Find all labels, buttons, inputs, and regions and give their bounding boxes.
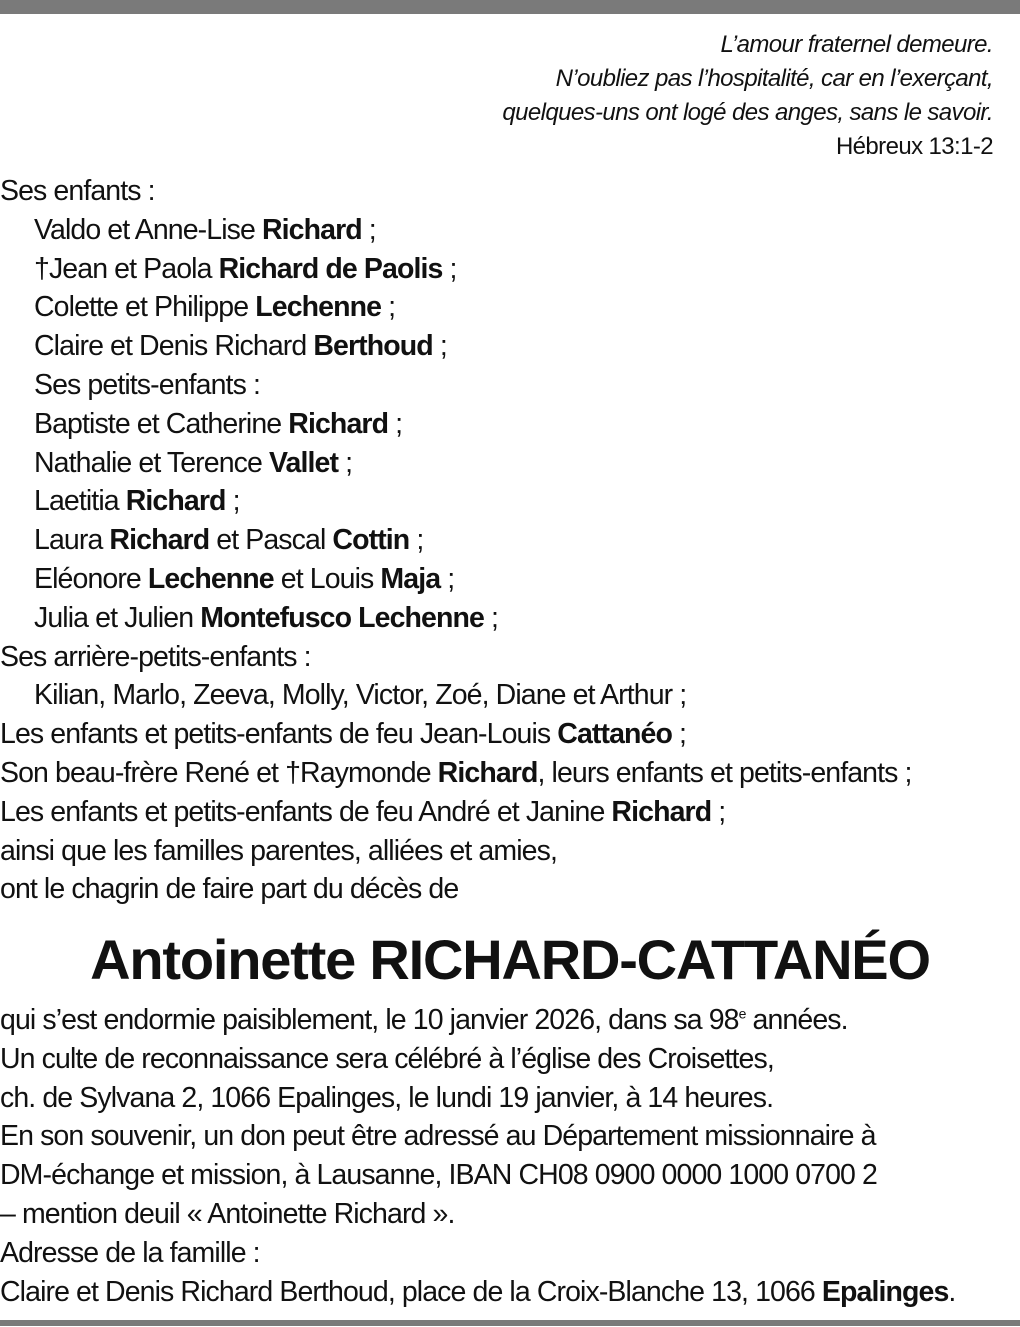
family-entry [0,560,1020,599]
verse-line: quelques-uns ont logé des anges, sans le savoir. [502,99,993,126]
entry-text: ; [483,601,499,634]
detail-text: Claire et Denis Richard Berthoud, place de la Croix-Blanche 13, 1066 [0,1275,822,1308]
entry-text: Claire et Denis Richard [34,330,314,363]
closing-line: ont le chagrin de faire part du décès de [0,873,459,906]
entry-surname: Montefusco Lechenne [200,601,484,634]
entry-text: ; [225,485,240,518]
entry-text: Colette et Philippe [34,291,256,324]
entry-text: ; [442,252,457,285]
family-entry [0,444,1020,483]
family-entry [0,288,1020,327]
entry-surname: Lechenne [255,291,382,324]
entry-text: Les enfants et petits-enfants de feu Jean-Louis [0,718,558,751]
great-grandchildren-heading: Ses arrière-petits-enfants : [0,640,311,673]
entry-text: Laura [34,524,110,557]
entry-text: Laetitia [34,485,126,518]
family-entry [0,482,1020,521]
entry-text: et Louis [273,562,381,595]
family-entry [0,793,1020,832]
entry-surname: Richard [288,407,389,440]
entry-text: ; [361,213,376,246]
family-entry [0,599,1020,638]
family-entry [0,327,1020,366]
family-list [0,172,1020,909]
entry-surname: Vallet [268,446,339,479]
entry-surname: Berthoud [313,330,433,363]
entry-text: ; [432,330,447,363]
entry-surname: Richard [261,213,362,246]
deceased-name: Antoinette RICHARD-CATTANÉO [90,928,930,991]
detail-text: années. [745,1004,848,1036]
detail-line: – mention deuil « Antoinette Richard ». [0,1197,455,1230]
family-entry [0,250,1020,289]
entry-surname: Richard [611,795,712,828]
address-locality: Epalinges [821,1275,949,1308]
bible-verse [502,28,993,164]
family-address [0,1273,1020,1312]
entry-surname: Richard [125,485,226,518]
entry-text: Baptiste et Catherine [34,407,289,440]
entry-text: ; [409,524,424,557]
top-rule [0,0,1020,14]
great-grandchildren-names: Kilian, Marlo, Zeeva, Molly, Victor, Zoé, Diane et Arthur ; [34,679,687,712]
family-entry [0,715,1020,754]
closing-line: ainsi que les familles parentes, alliées et amies, [0,834,557,867]
verse-reference: Hébreux 13:1-2 [835,133,993,160]
detail-line: DM-échange et mission, à Lausanne, IBAN CH08 0900 0000 1000 0700 2 [0,1159,877,1192]
family-entry [0,211,1020,250]
entry-text: ; [440,562,455,595]
entry-surname: Richard [109,524,210,557]
entry-surname: Cottin [332,524,410,557]
entry-text: Valdo et Anne-Lise [34,213,262,246]
entry-text: Eléonore [34,562,148,595]
family-entry [0,405,1020,444]
entry-text: Julia et Julien [34,601,201,634]
children-heading: Ses enfants : [0,175,155,207]
family-address-heading: Adresse de la famille : [0,1236,260,1269]
family-entry [0,754,1020,793]
entry-surname: Maja [380,562,441,595]
entry-surname: Cattanéo [557,718,673,751]
bottom-rule [0,1320,1020,1326]
verse-line: L’amour fraternel demeure. [720,31,993,58]
entry-text: ; [338,446,353,479]
detail-line: Un culte de reconnaissance sera célébré à l’église des Croisettes, [0,1042,774,1075]
entry-text: Son beau-frère René et †Raymonde [0,756,438,789]
entry-text: Les enfants et petits-enfants de feu André et Janine [0,795,612,828]
family-entry [0,521,1020,560]
detail-line [0,1001,1020,1040]
grandchildren-heading: Ses petits-enfants : [34,368,260,401]
service-details [0,1001,1020,1311]
entry-surname: Richard [437,756,538,789]
entry-surname: Lechenne [147,562,274,595]
ordinal-suffix: e [738,1005,746,1022]
entry-text: †Jean et Paola [34,252,219,285]
detail-text: . [948,1275,956,1308]
entry-text: Nathalie et Terence [34,446,269,479]
verse-line: N’oubliez pas l’hospitalité, car en l’exerçant, [555,65,993,92]
detail-text: qui s’est endormie paisiblement, le 10 janvier 2026, dans sa 98 [0,1004,739,1036]
entry-text: , leurs enfants et petits-enfants ; [537,756,912,789]
entry-surname: Richard de Paolis [218,252,443,285]
entry-text: et Pascal [209,524,333,557]
entry-text: ; [672,718,687,751]
detail-line: ch. de Sylvana 2, 1066 Epalinges, le lundi 19 janvier, à 14 heures. [0,1081,774,1114]
entry-text: ; [388,407,403,440]
entry-text: ; [711,795,726,828]
entry-text: ; [381,291,396,324]
detail-line: En son souvenir, un don peut être adressé au Département missionnaire à [0,1120,876,1153]
